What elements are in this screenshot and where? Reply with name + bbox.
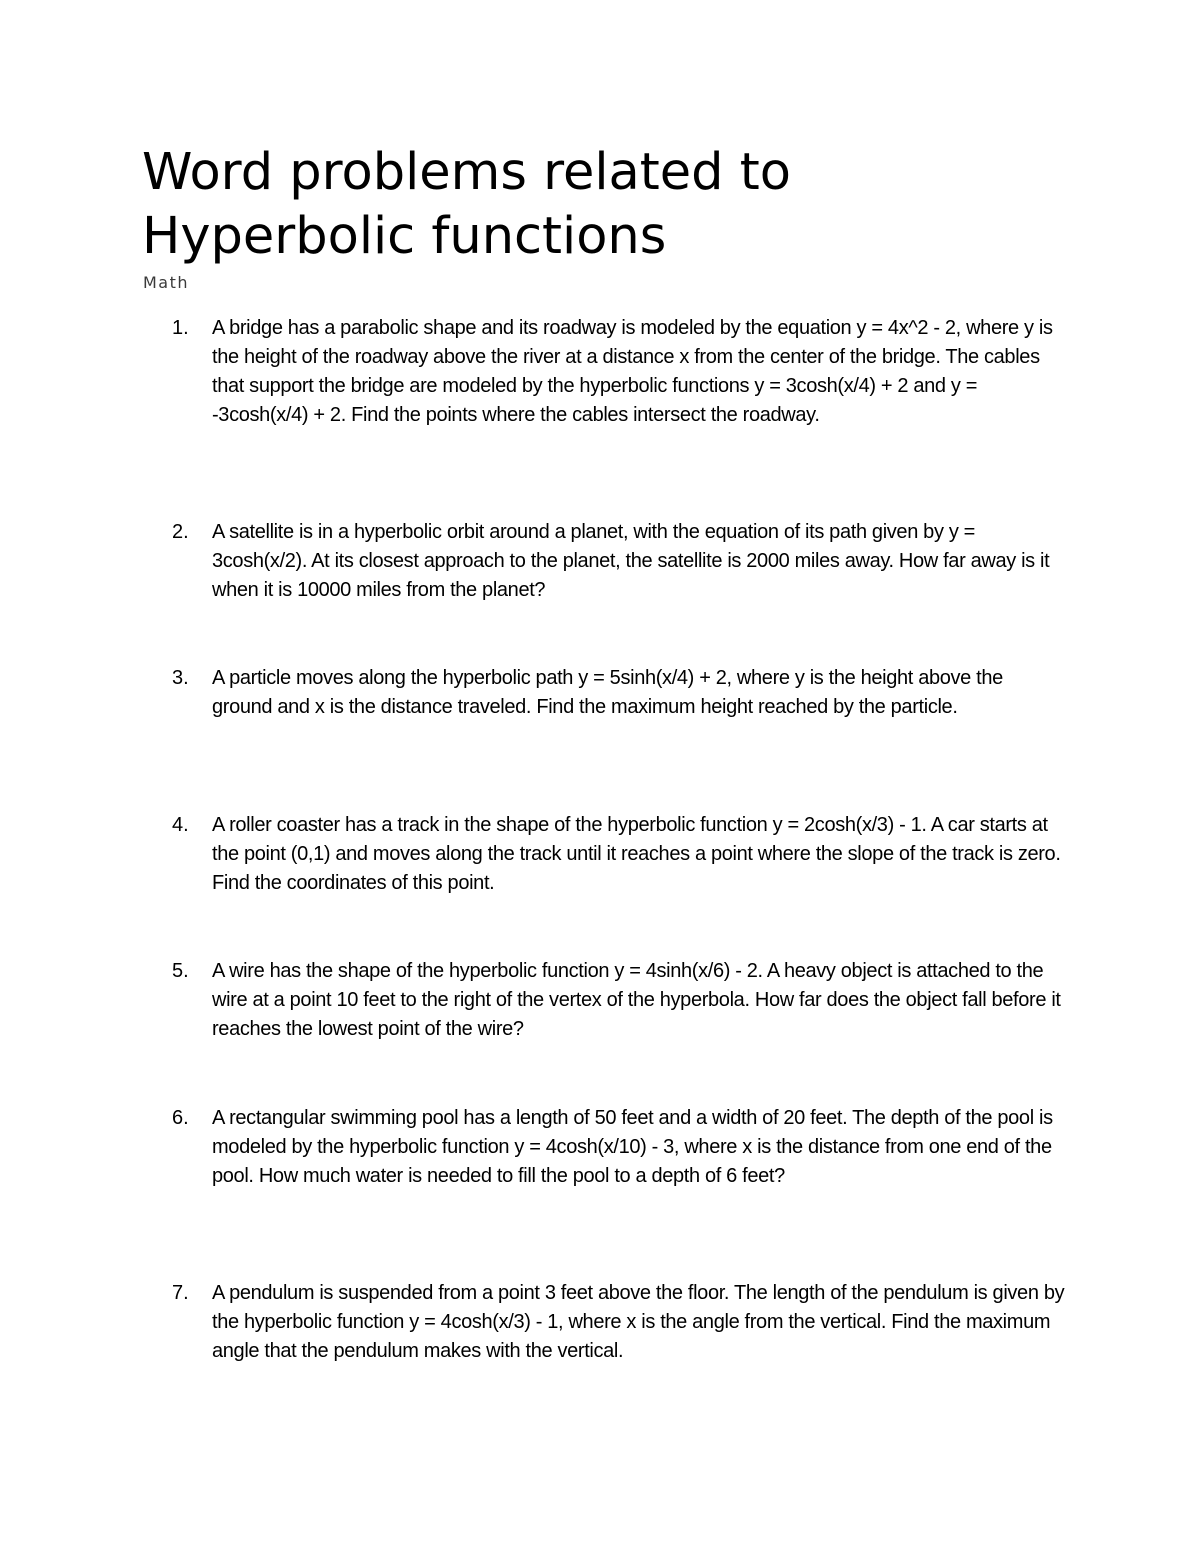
problem-text: A pendulum is suspended from a point 3 feet above the floor. The length of the pendulum is given by the hyperbolic function y = 4cosh(x/3) - 1, where x is the angle from the vertical. Find the maximum angle that the pendulum makes with the vertical.	[212, 1282, 1065, 1362]
problem-number: 6.	[172, 1107, 189, 1129]
problem-number: 5.	[172, 960, 189, 982]
problem-text: A rectangular swimming pool has a length of 50 feet and a width of 20 feet. The depth of the pool is modeled by the hyperbolic function y = 4cosh(x/10) - 3, where x is the distance from one end of the pool. How much water is needed to fill the pool to a depth of 6 feet?	[212, 1107, 1053, 1187]
problem-number: 1.	[172, 317, 189, 339]
problem-text: A roller coaster has a track in the shape of the hyperbolic function y = 2cosh(x/3) - 1. A car starts at the point (0,1) and moves along the track until it reaches a point where the slope of the track is zero. Find the coordinates of this point.	[212, 814, 1061, 894]
problem-number: 3.	[172, 667, 189, 689]
problem-number: 2.	[172, 521, 189, 543]
problem-text: A satellite is in a hyperbolic orbit around a planet, with the equation of its path given by y = 3cosh(x/2). At its closest approach to the planet, the satellite is 2000 miles away. How far away is it when it is 10000 miles from the planet?	[212, 521, 1050, 601]
document-title: Word problems related to Hyperbolic functions	[142, 143, 791, 266]
problem-number: 4.	[172, 814, 189, 836]
problem-text: A bridge has a parabolic shape and its roadway is modeled by the equation y = 4x^2 - 2, where y is the height of the roadway above the river at a distance x from the center of the bridge. The cables that support the bridge are modeled by the hyperbolic functions y = 3cosh(x/4) + 2 and y = -3cosh(x/4) + 2. Find the points where the cables intersect the roadway.	[212, 317, 1053, 426]
document-subtitle: Math	[143, 273, 190, 292]
problem-text: A wire has the shape of the hyperbolic function y = 4sinh(x/6) - 2. A heavy object is attached to the wire at a point 10 feet to the right of the vertex of the hyperbola. How far does the object fall before it reaches the lowest point of the wire?	[212, 960, 1061, 1040]
problem-text: A particle moves along the hyperbolic path y = 5sinh(x/4) + 2, where y is the height above the ground and x is the distance traveled. Find the maximum height reached by the particle.	[212, 667, 1003, 718]
problem-number: 7.	[172, 1282, 189, 1304]
